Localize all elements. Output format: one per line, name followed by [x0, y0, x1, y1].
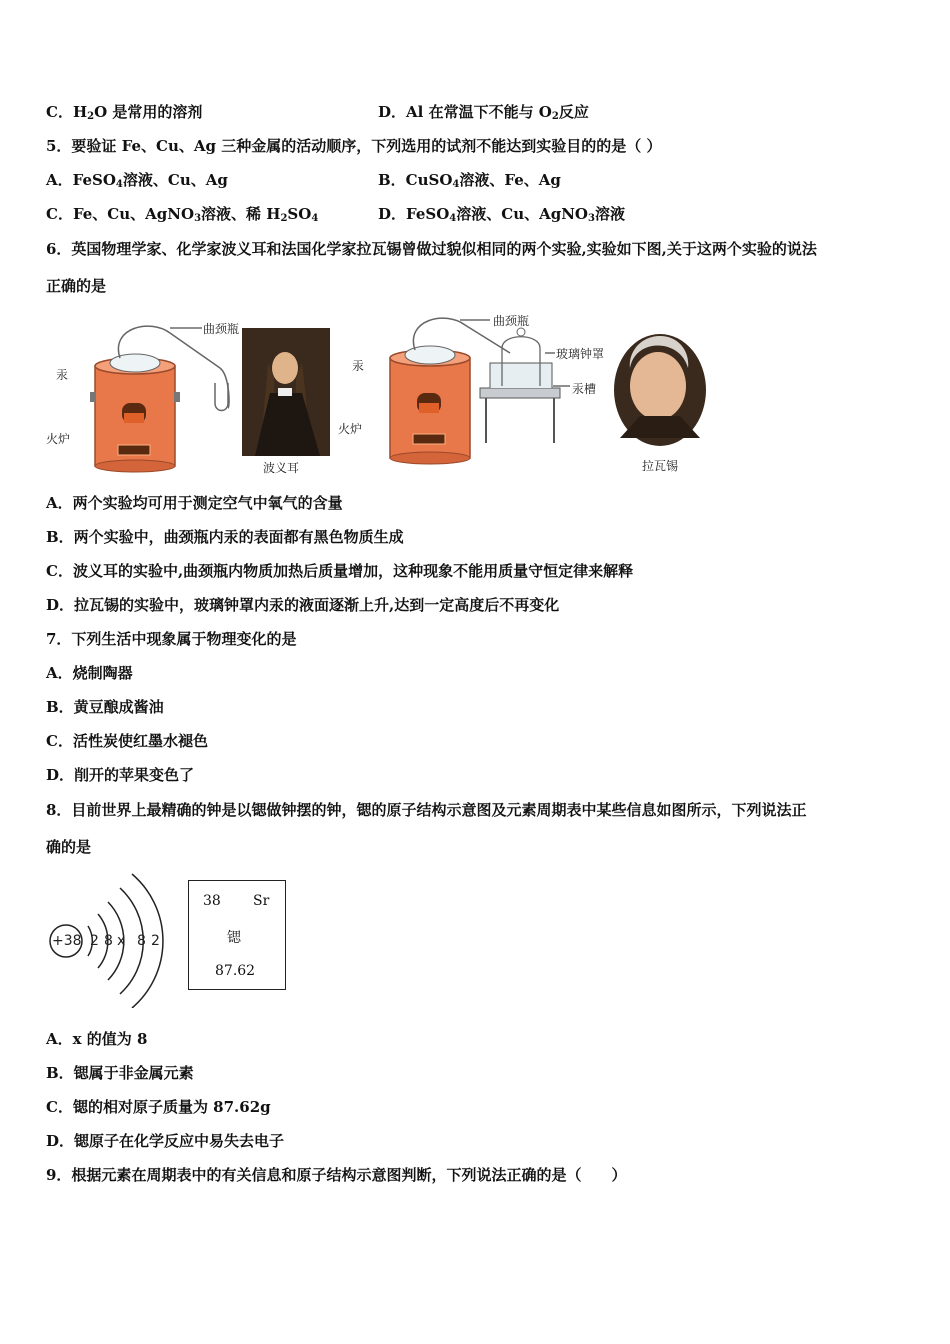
q6-stem-line2: 正确的是: [46, 277, 107, 295]
q6-option-b: B．两个实验中，曲颈瓶内汞的表面都有黑色物质生成: [46, 528, 404, 546]
q9-stem: 9．根据元素在周期表中的有关信息和原子结构示意图判断，下列说法正确的是（ ）: [46, 1166, 627, 1184]
q7-option-b: B．黄豆酿成酱油: [46, 698, 164, 716]
element-mass: 87.62: [215, 963, 256, 979]
q8-stem-line1: 8．目前世界上最精确的钟是以锶做钟摆的钟，锶的原子结构示意图及元素周期表中某些信息如图所示，下列说法正: [46, 801, 807, 819]
label-furnace-left: 火炉: [46, 432, 71, 446]
q8-stem-line2: 确的是: [46, 838, 92, 856]
atom-shell-3: x: [117, 933, 126, 949]
element-number: 38: [203, 893, 221, 909]
label-boyle: 波义耳: [263, 461, 300, 475]
q8-option-b: B．锶属于非金属元素: [46, 1064, 194, 1082]
label-furnace-right: 火炉: [338, 422, 363, 436]
q7-option-a: A．烧制陶器: [46, 664, 133, 682]
q7-option-c: C．活性炭使红墨水褪色: [46, 732, 208, 750]
q4-option-d: D．Al 在常温下不能与 $O_2$反应: [378, 103, 589, 122]
label-bell-jar: 玻璃钟罩: [556, 347, 605, 361]
q4-option-c: C．$H_2O$ 是常用的溶剂: [46, 103, 203, 122]
atom-shell-4: 8: [137, 933, 146, 949]
label-flask-right: 曲颈瓶: [493, 314, 530, 328]
atom-shell-2: 8: [104, 933, 113, 949]
atom-shell-5: 2: [151, 933, 160, 949]
q6-option-a: A．两个实验均可用于测定空气中氧气的含量: [46, 494, 343, 512]
q5-option-d: D．FeSO$_4$溶液、Cu、AgNO$_3$溶液: [378, 205, 625, 224]
q5-option-c: C．Fe、Cu、AgNO$_3$溶液、稀 $H_2SO_4$: [46, 205, 319, 224]
q7-stem: 7．下列生活中现象属于物理变化的是: [46, 630, 297, 648]
atom-shell-1: 2: [90, 933, 99, 949]
lavoisier-portrait: [614, 334, 706, 446]
q5-option-b: B．CuSO$_4$溶液、Fe、Ag: [378, 171, 561, 190]
q8-option-c: C．锶的相对原子质量为 87.62g: [46, 1098, 271, 1116]
boyle-portrait: [242, 328, 330, 456]
q8-option-a: A．x 的值为 8: [46, 1030, 148, 1048]
q7-option-d: D．削开的苹果变色了: [46, 766, 195, 784]
label-trough: 汞槽: [572, 382, 597, 396]
element-symbol: Sr: [253, 893, 270, 909]
label-lavoisier: 拉瓦锡: [642, 459, 679, 473]
label-mercury-right: 汞: [352, 359, 365, 373]
q8-option-d: D．锶原子在化学反应中易失去电子: [46, 1132, 285, 1150]
atom-nucleus-charge: +38: [52, 933, 82, 949]
q6-option-c: C．波义耳的实验中,曲颈瓶内物质加热后质量增加，这种现象不能用质量守恒定律来解释: [46, 562, 634, 580]
label-mercury-left: 汞: [56, 368, 69, 382]
furnace-left-drawing: [90, 326, 229, 472]
q5-option-a: A．FeSO$_4$溶液、Cu、Ag: [46, 171, 228, 190]
q6-experiment-figure: [40, 308, 720, 478]
element-cell-sr: [188, 880, 286, 990]
q6-option-d: D．拉瓦锡的实验中，玻璃钟罩内汞的液面逐渐上升,达到一定高度后不再变化: [46, 596, 560, 614]
q6-stem-line1: 6．英国物理学家、化学家波义耳和法国化学家拉瓦锡曾做过貌似相同的两个实验,实验如下图,关于这两个实验的说法: [46, 240, 817, 258]
label-flask-left: 曲颈瓶: [203, 322, 240, 336]
q5-stem: 5．要验证 Fe、Cu、Ag 三种金属的活动顺序，下列选用的试剂不能达到实验目的的是（ ）: [46, 137, 662, 155]
element-name: 锶: [227, 930, 241, 946]
